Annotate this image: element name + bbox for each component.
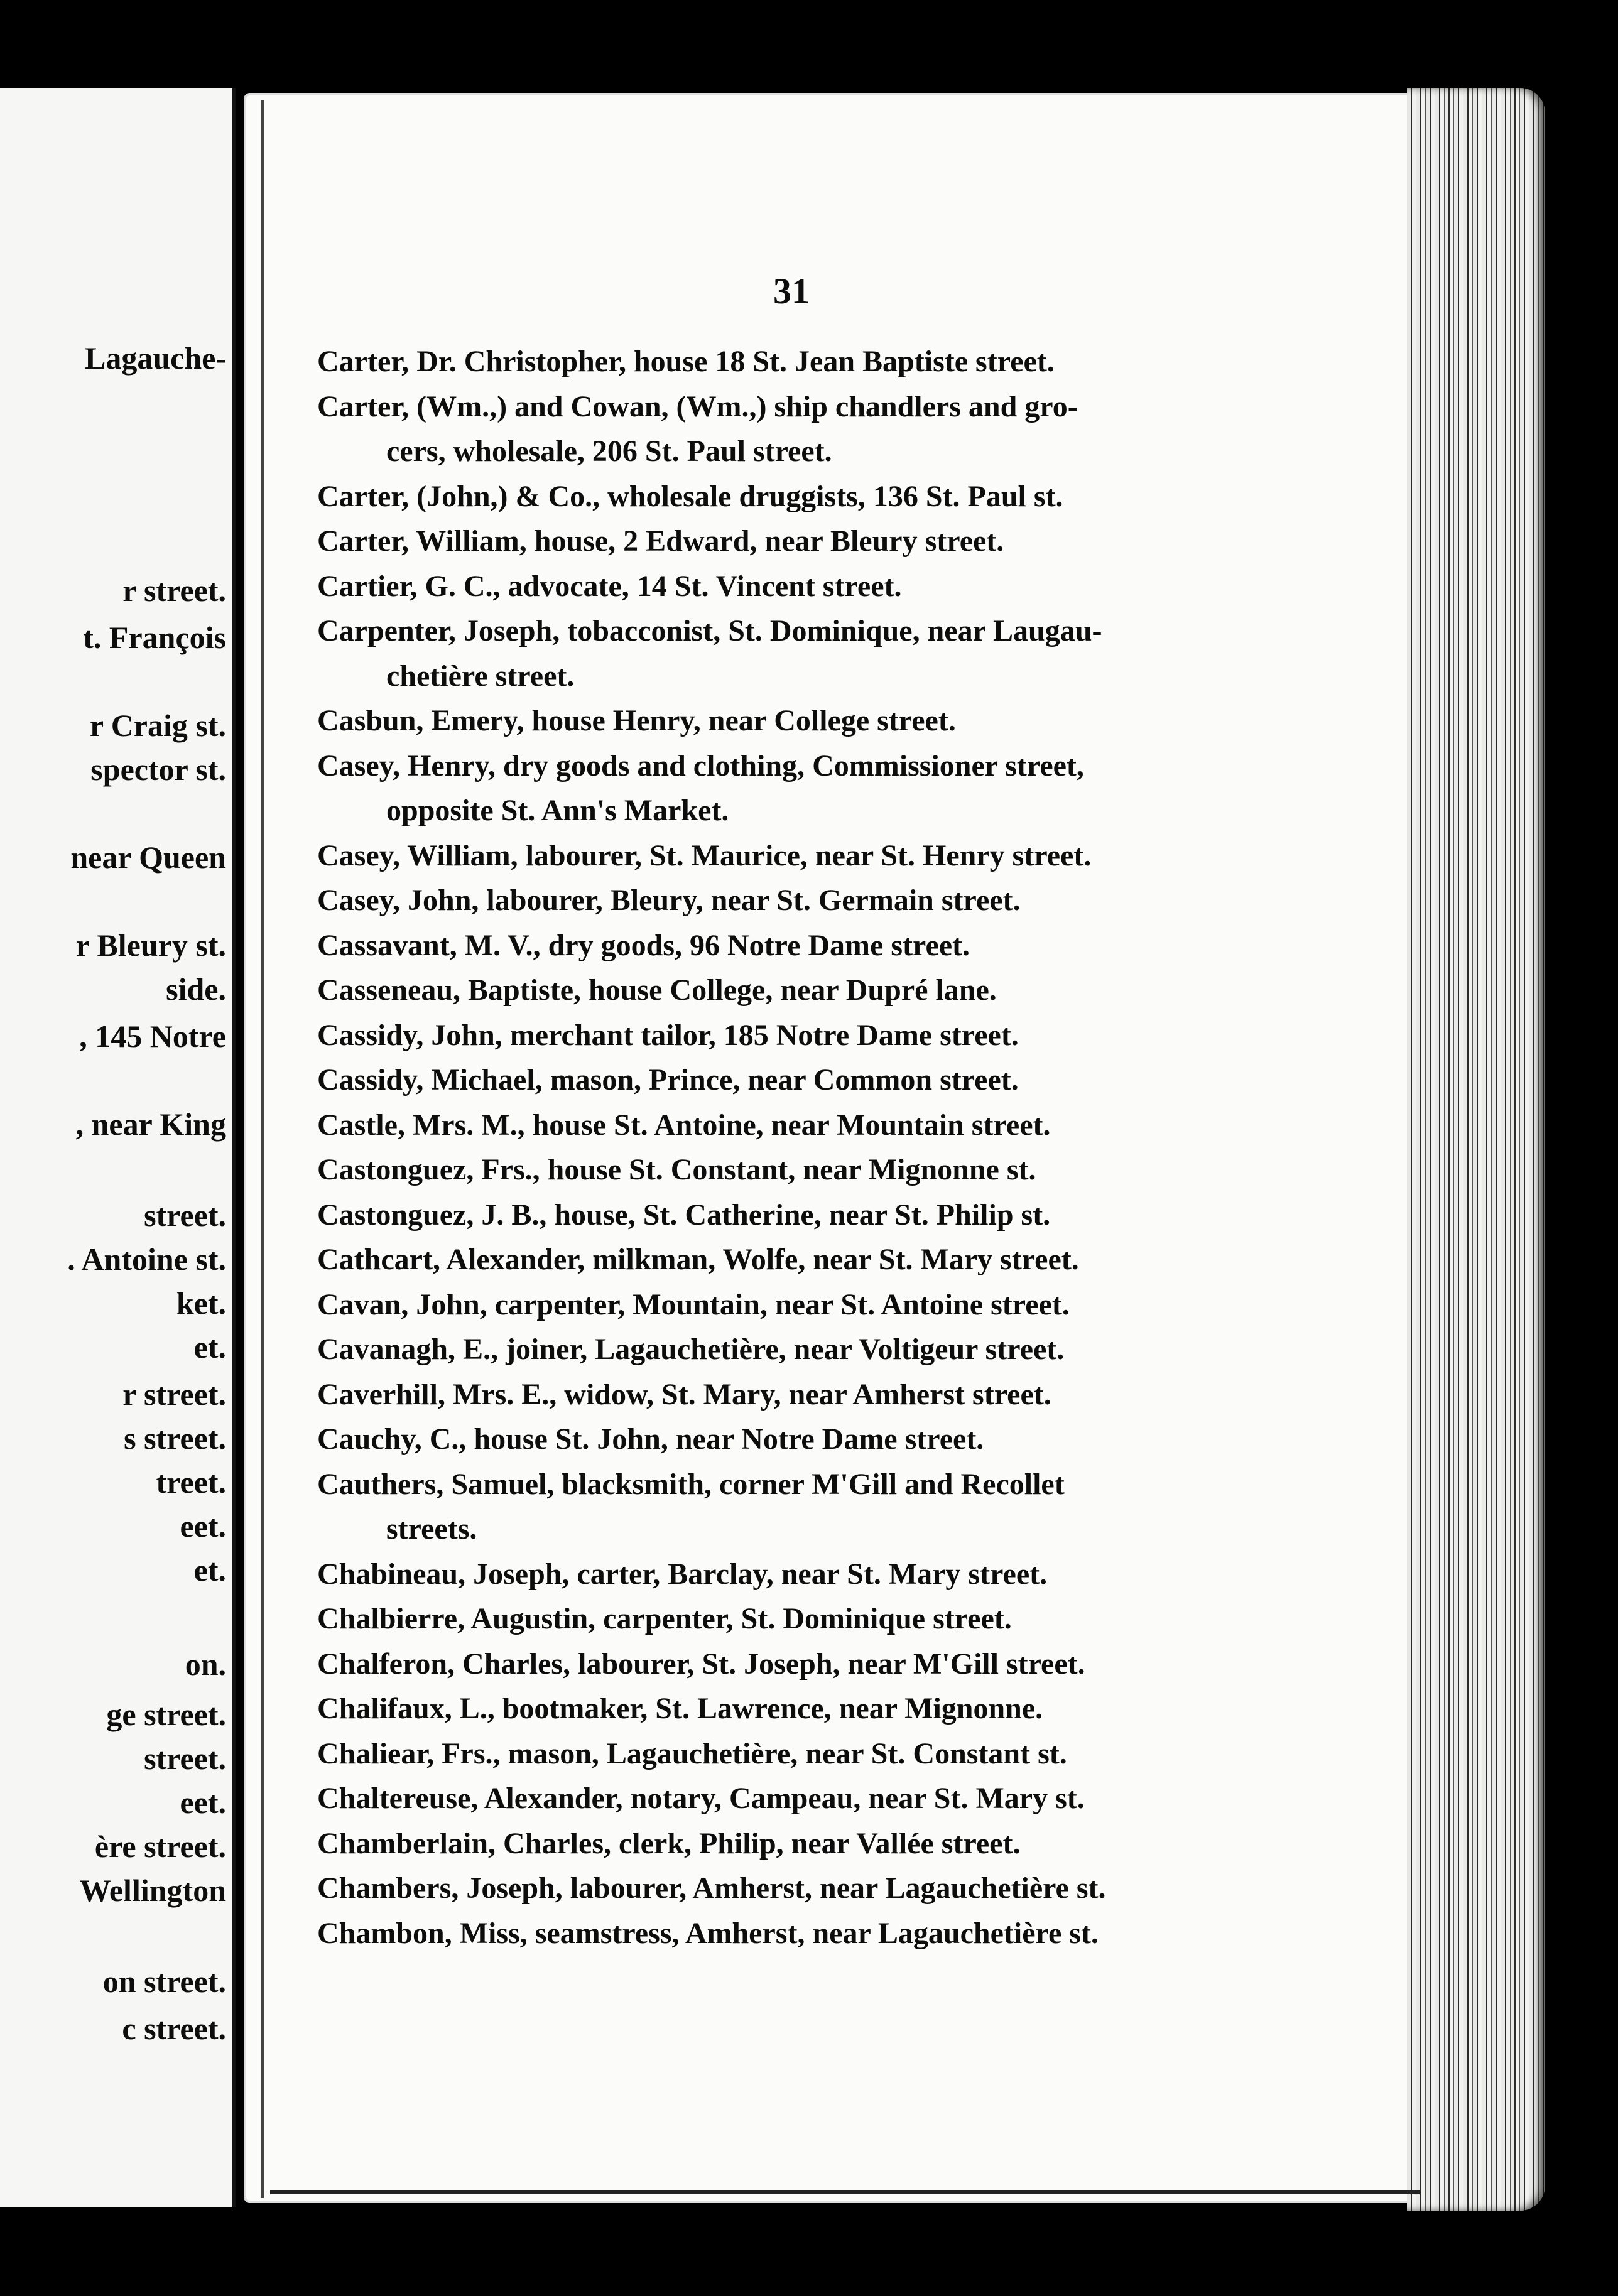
directory-entry [317,519,1259,564]
entry-line: Cauthers, Samuel, blacksmith, corner M'Gill and Recollet [317,1467,1065,1501]
left-page-line: on. [185,1647,226,1682]
directory-entry [317,698,1259,744]
entry-line: Chalferon, Charles, labourer, St. Joseph, near M'Gill street. [317,1647,1085,1681]
directory-entry [317,1058,1259,1103]
directory-entry [317,1686,1259,1731]
entry-continuation-line: cers, wholesale, 206 St. Paul street. [386,435,832,468]
entry-line: Chabineau, Joseph, carter, Barclay, near St. Mary street. [317,1557,1048,1591]
left-page-line: . Antoine st. [67,1242,226,1277]
directory-entry [317,1866,1259,1911]
left-page-line: t. François [83,620,226,655]
directory-entry [317,744,1259,833]
directory-entries [317,339,1259,1956]
entry-line: Chalifaux, L., bootmaker, St. Lawrence, near Mignonne. [317,1692,1043,1725]
entry-line: Carter, (Wm.,) and Cowan, (Wm.,) ship chandlers and gro- [317,389,1078,423]
entry-line: Chambon, Miss, seamstress, Amherst, near Lagauchetière st. [317,1916,1099,1950]
left-page-line: street. [144,1198,226,1233]
left-page-line: eet. [180,1785,226,1820]
page-bottom-rule [270,2190,1420,2194]
directory-entry [317,1596,1259,1642]
left-page-line: ket. [176,1286,226,1321]
entry-line: Chambers, Joseph, labourer, Amherst, near Lagauchetière st. [317,1871,1106,1905]
left-page-line: r street. [122,573,226,608]
directory-entry [317,923,1259,968]
previous-page-fragment [0,88,236,2207]
left-page-line: r Craig st. [89,708,226,743]
entry-line: Casey, Henry, dry goods and clothing, Commissioner street, [317,749,1084,782]
entry-continuation-line: opposite St. Ann's Market. [386,794,729,827]
entry-line: Cavan, John, carpenter, Mountain, near St. Antoine street. [317,1287,1070,1321]
entry-line: Casey, John, labourer, Bleury, near St. Germain street. [317,884,1021,917]
directory-entry [317,339,1259,384]
directory-entry [317,1372,1259,1417]
entry-line: Chalbierre, Augustin, carpenter, St. Dominique street. [317,1602,1012,1635]
entry-line: Chamberlain, Charles, clerk, Philip, near Vallée street. [317,1826,1021,1860]
left-page-line: side. [166,972,226,1007]
directory-entry [317,474,1259,519]
directory-entry [317,833,1259,879]
left-page-line: , 145 Notre [79,1019,226,1054]
directory-entry [317,1193,1259,1238]
left-page-line: Wellington [79,1873,226,1908]
directory-entry [317,1911,1259,1956]
page-number: 31 [773,271,810,311]
entry-line: Cauchy, C., house St. John, near Notre Dame street. [317,1422,984,1456]
entry-line: Casbun, Emery, house Henry, near College street. [317,704,956,737]
directory-entry [317,1147,1259,1193]
entry-continuation-line: streets. [386,1512,477,1546]
directory-entry [317,564,1259,609]
left-page-line: r Bleury st. [75,928,226,963]
entry-continuation-line: chetière street. [386,659,575,693]
left-page-line: , near King [75,1107,226,1142]
directory-entry [317,1462,1259,1552]
left-page-line: Lagauche- [85,340,226,376]
left-page-line: ère street. [94,1829,226,1864]
page-gutter-rule [261,100,264,2198]
left-page-line: et. [193,1329,226,1365]
directory-entry [317,1821,1259,1866]
directory-entry [317,1282,1259,1328]
directory-entry [317,1642,1259,1687]
entry-line: Caverhill, Mrs. E., widow, St. Mary, near Amherst street. [317,1377,1051,1411]
entry-line: Cassidy, John, merchant tailor, 185 Notre Dame street. [317,1018,1019,1052]
left-page-line: street. [144,1741,226,1776]
entry-line: Chaltereuse, Alexander, notary, Campeau, near St. Mary st. [317,1782,1085,1815]
entry-line: Castonguez, Frs., house St. Constant, near Mignonne st. [317,1153,1036,1186]
left-page-line: eet. [180,1508,226,1544]
left-page-line: near Queen [70,840,226,875]
left-page-line: et. [193,1552,226,1588]
entry-line: Carpenter, Joseph, tobacconist, St. Dominique, near Laugau- [317,614,1102,647]
directory-entry [317,1552,1259,1597]
directory-entry [317,1417,1259,1462]
left-page-line: on street. [102,1964,226,1999]
directory-entry [317,1731,1259,1777]
left-page-line: r street. [122,1377,226,1412]
left-page-line: c street. [122,2011,226,2046]
book-page-edges [1407,88,1545,2211]
entry-line: Cassavant, M. V., dry goods, 96 Notre Dame street. [317,928,970,962]
directory-entry [317,609,1259,698]
directory-entry [317,878,1259,923]
entry-line: Casey, William, labourer, St. Maurice, near St. Henry street. [317,838,1092,872]
directory-entry [317,1776,1259,1821]
directory-entry [317,1013,1259,1058]
entry-line: Cartier, G. C., advocate, 14 St. Vincent street. [317,569,902,603]
entry-line: Castle, Mrs. M., house St. Antoine, near Mountain street. [317,1108,1051,1142]
entry-line: Carter, Dr. Christopher, house 18 St. Jean Baptiste street. [317,345,1055,378]
directory-entry [317,968,1259,1013]
left-page-line: ge street. [106,1697,226,1732]
left-page-line: treet. [156,1465,226,1500]
left-page-line: spector st. [90,752,226,787]
entry-line: Cavanagh, E., joiner, Lagauchetière, near Voltigeur street. [317,1333,1065,1366]
entry-line: Cassidy, Michael, mason, Prince, near Common street. [317,1063,1019,1097]
directory-entry [317,1237,1259,1282]
entry-line: Castonguez, J. B., house, St. Catherine, near St. Philip st. [317,1198,1051,1232]
entry-line: Chaliear, Frs., mason, Lagauchetière, near St. Constant st. [317,1736,1067,1770]
entry-line: Cathcart, Alexander, milkman, Wolfe, near St. Mary street. [317,1243,1079,1276]
directory-entry [317,1327,1259,1372]
directory-entry [317,1103,1259,1148]
left-page-line: s street. [124,1421,226,1456]
entry-line: Carter, (John,) & Co., wholesale druggists, 136 St. Paul st. [317,479,1063,513]
directory-entry [317,384,1259,474]
entry-line: Casseneau, Baptiste, house College, near Dupré lane. [317,973,997,1007]
entry-line: Carter, William, house, 2 Edward, near Bleury street. [317,524,1004,558]
